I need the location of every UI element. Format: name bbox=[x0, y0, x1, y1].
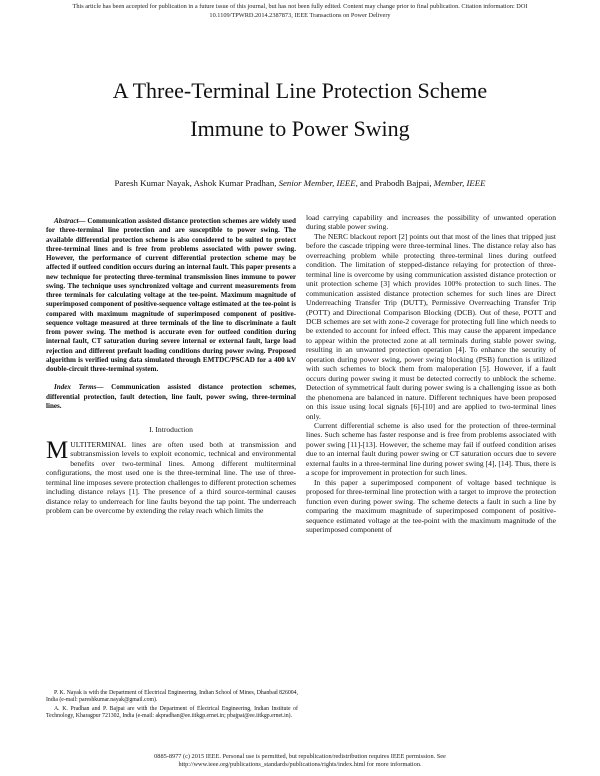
footnote-2: A. K. Pradhan and P. Bajpai are with the Department of Electrical Engineering, Indian Institute of Technology, Kharagpur 721302, India (e-mail: akpradhan@ee.iitkgp.ernet.in; pbajpai@ee.iitkgp.ernet.in). bbox=[46, 706, 298, 719]
index-terms-label: Index Terms— bbox=[54, 383, 104, 392]
header-line-1: This article has been accepted for publication in a future issue of this journal, but has not been fully edited. Content may change prior to final publication. Citation information: DOI bbox=[72, 3, 528, 10]
intro-paragraph bbox=[46, 437, 296, 516]
page-footer bbox=[0, 753, 600, 769]
abstract-text: Communication assisted distance protection schemes are widely used for three-terminal line protection and are susceptible to power swing. The available differential protection scheme is also considered to be suited to protect three-terminal lines and is free from problems associated with power swing. However, the performance of current differential protection scheme may be affected if outfeed condition occurs during an internal fault. This paper presents a new technique for protecting three-terminal transmission lines immune to power swing. The technique uses synchronized voltage and current measurements from three terminals for calculating voltage at the tee-point. Maximum magnitude of superimposed component of positive-sequence voltage estimated at the tee-point is compared with maximum magnitude of superimposed component of positive-sequence voltage measured at three terminals of the line to discriminate a fault from power swing. The method is accurate even for outfeed condition during internal fault, CT saturation during severe internal or external fault, large load rejection and different prefault loading conditions during power swing. Proposed algorithm is verified using data simulated through EMTDC/PSCAD for a 400 kV double-circuit three-terminal system. bbox=[46, 217, 296, 373]
footer-line-1: 0885-8977 (c) 2015 IEEE. Personal use is permitted, but republication/redistribution requires IEEE permission. See bbox=[154, 753, 446, 760]
drop-cap: M bbox=[46, 437, 69, 464]
author-list bbox=[0, 178, 600, 189]
abstract bbox=[46, 217, 296, 374]
right-paragraph-3: In this paper a superimposed component of voltage based technique is proposed for three-terminal line protection with a target to improve the protection function even during power swing. The scheme detects a fault in such a line by comparing the maximum magnitude of superimposed component of positive-sequence estimated voltage at the tee-point with the maximum magnitude of the superimposed component of bbox=[306, 477, 556, 534]
running-header bbox=[0, 3, 600, 20]
author-names-1: Paresh Kumar Nayak, Ashok Kumar Pradhan, bbox=[114, 178, 279, 188]
author-names-2: and Prabodh Bajpai, bbox=[357, 178, 434, 188]
footer-line-2: http://www.ieee.org/publications_standards/publications/rights/index.html for more information. bbox=[178, 761, 422, 768]
right-column bbox=[306, 213, 556, 534]
intro-text: ULTITERMINAL lines are often used both at transmission and subtransmission levels to exploit economic, technical and environmental benefits over two-terminal lines. Among different multiterminal configurations, the most used one is the three-terminal line. The use of three-terminal line imposes severe protection challenges to different protection schemes including distance relays [1]. The presence of a third source-terminal causes distance relay to underreach for line faults beyond the tap point. The underreach problem can be overcome by extending the relay reach which limits the bbox=[46, 440, 296, 516]
right-paragraph-2: Current differential scheme is also used for the protection of three-terminal lines. Such scheme has faster response and is free from problems associated with power swing [11]-[13]. However, the scheme may fail if outfeed condition arises due to an internal fault during power swing or CT saturation occurs due to severe external faults in a three-terminal line during power swing [4], [14]. Thus, there is a scope for improvement in protection for such lines. bbox=[306, 420, 556, 478]
header-line-2: 10.1109/TPWRD.2014.2387873, IEEE Transactions on Power Delivery bbox=[209, 11, 391, 19]
right-paragraph-0: load carrying capability and increases the possibility of unwanted operation during stable power swing. bbox=[306, 213, 556, 232]
footnotes bbox=[46, 690, 298, 720]
paper-title-line-1: A Three-Terminal Line Protection Scheme bbox=[112, 78, 488, 103]
abstract-label: Abstract— bbox=[54, 217, 86, 225]
index-terms-text: Communication assisted distance protection schemes, differential protection, fault detection, line fault, power swing, three-terminal lines. bbox=[46, 383, 296, 410]
footnote-1: P. K. Nayak is with the Department of Electrical Engineering, Indian School of Mines, Dhanbad 826004, India (e-mail: pareshkumar.nayak@gmail.com). bbox=[46, 690, 298, 703]
left-column bbox=[46, 217, 296, 516]
index-terms bbox=[46, 383, 296, 411]
paper-title-line-2: Immune to Power Swing bbox=[190, 116, 410, 141]
author-role-2: Member, IEEE bbox=[433, 178, 486, 188]
right-paragraph-1: The NERC blackout report [2] points out that most of the lines that tripped just before the cascade tripping were three-terminal lines. The distance relay also has overreaching problem while protecting three-terminal lines during outfeed condition. The limitation of stepped-distance relaying for protection of three-terminal line is overcome by using communication assisted distance protection or unit protection scheme [3] which provides 100% protection to such lines. The communication assisted distance protection schemes for such lines are Direct Underreaching Transfer Trip (DUTT), Permissive Overreaching Transfer Trip (POTT) and Directional Comparison Blocking (DCB). Out of these, POTT and DCB schemes are set with zone-2 coverage for protecting full line which needs to be extended to account for infeed effect. This may cause the apparent impedance to appear within the protected zone at all terminals during stable power swing, resulting in an unwanted protection operation [4]. To enhance the security of operation during power swing, power swing blocking (PSB) function is utilized with such schemes to block them from maloperation [5]. However, if a fault occurs during power swing it must be detected correctly to unblock the scheme. Detection of symmetrical fault during power swing is a challenging issue as both the phenomena are balanced in nature. Different techniques have been proposed on this issue using local signals [6]-[10] and are applied to two-terminal lines only. bbox=[306, 231, 556, 421]
section-heading: I. Introduction bbox=[149, 425, 193, 434]
author-role-1: Senior Member, IEEE, bbox=[278, 178, 358, 188]
